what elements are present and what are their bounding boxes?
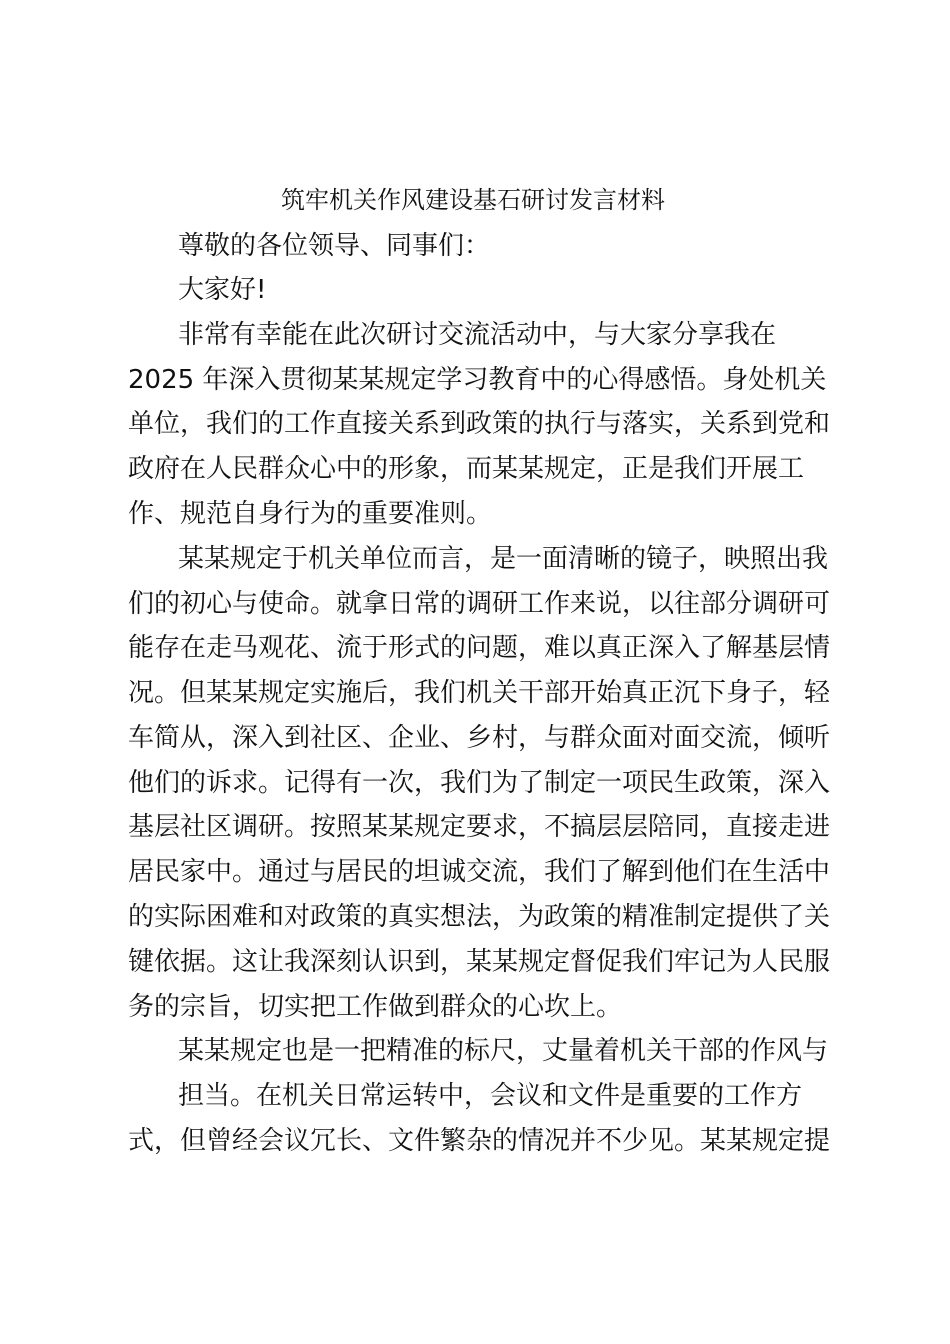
- paragraph-line: 们的初心与使命。就拿日常的调研工作来说，以往部分调研可: [128, 589, 831, 619]
- paragraph-line: 单位，我们的工作直接关系到政策的执行与落实，关系到党和: [128, 409, 831, 439]
- paragraph-line: 居民家中。通过与居民的坦诚交流，我们了解到他们在生活中: [128, 857, 831, 887]
- paragraph-line: 2025 年深入贯彻某某规定学习教育中的心得感悟。身处机关: [128, 365, 827, 395]
- paragraph-line: 基层社区调研。按照某某规定要求，不搞层层陪同，直接走进: [128, 812, 831, 842]
- greeting-line: 大家好!: [178, 275, 267, 305]
- paragraph-line: 某某规定于机关单位而言，是一面清晰的镜子，映照出我: [178, 544, 829, 574]
- paragraph-line: 车简从，深入到社区、企业、乡村，与群众面对面交流，倾听: [128, 723, 831, 753]
- paragraph-line: 担当。在机关日常运转中，会议和文件是重要的工作方: [178, 1081, 803, 1111]
- salutation-line: 尊敬的各位领导、同事们：: [178, 231, 491, 261]
- paragraph-line: 政府在人民群众心中的形象，而某某规定，正是我们开展工: [128, 454, 805, 484]
- paragraph-line: 键依据。这让我深刻认识到，某某规定督促我们牢记为人民服: [128, 947, 831, 977]
- paragraph-line: 作、规范自身行为的重要准则。: [128, 499, 493, 529]
- paragraph-line: 务的宗旨，切实把工作做到群众的心坎上。: [128, 992, 623, 1022]
- paragraph-line: 非常有幸能在此次研讨交流活动中，与大家分享我在: [178, 320, 777, 350]
- paragraph-line: 况。但某某规定实施后，我们机关干部开始真正沉下身子，轻: [128, 678, 831, 708]
- paragraph-line: 能存在走马观花、流于形式的问题，难以真正深入了解基层情: [128, 633, 831, 663]
- paragraph-line: 某某规定也是一把精准的标尺，丈量着机关干部的作风与: [178, 1036, 829, 1066]
- paragraph-line: 式，但曾经会议冗长、文件繁杂的情况并不少见。某某规定提: [128, 1126, 831, 1156]
- document-title: 筑牢机关作风建设基石研讨发言材料: [281, 186, 665, 214]
- paragraph-line: 的实际困难和对政策的真实想法，为政策的精准制定提供了关: [128, 902, 831, 932]
- paragraph-line: 他们的诉求。记得有一次，我们为了制定一项民生政策，深入: [128, 768, 831, 798]
